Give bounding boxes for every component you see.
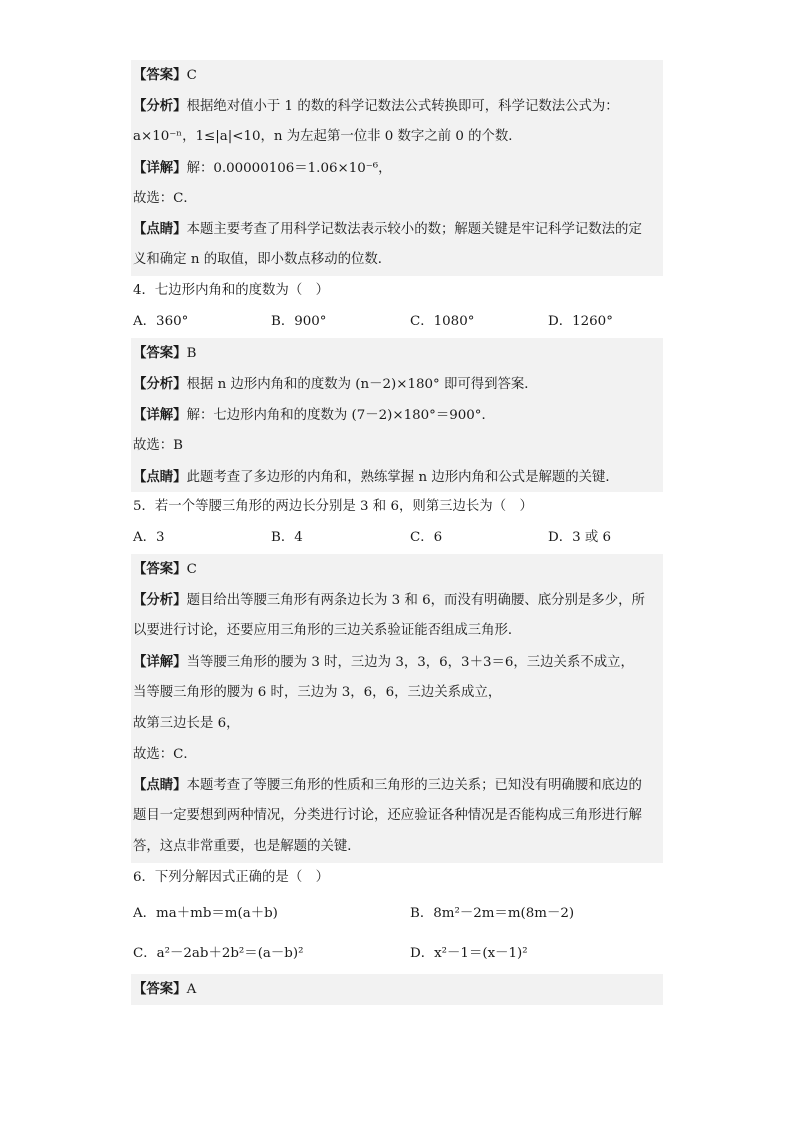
- q6-option-d: D．x²－1＝(x－1)²: [410, 946, 528, 962]
- q6-option-b: B．8m²－2m＝m(8m－2): [410, 906, 575, 922]
- q4-option-a: A．360°: [133, 314, 189, 330]
- section-tag: 【分析】: [133, 592, 187, 609]
- q4-comment: 【点睛】此题考查了多边形的内角和，熟练掌握 n 边形内角和公式是解题的关键．: [131, 462, 663, 493]
- q4-options: [131, 307, 663, 338]
- q5-analysis-line-2: 以要进行讨论，还要应用三角形的三边关系验证能否组成三角形．: [131, 616, 663, 647]
- section-tag: 【详解】: [133, 159, 187, 176]
- q3-choice: 故选：C．: [131, 184, 663, 215]
- section-tag: 【答案】: [133, 981, 187, 998]
- section-tag: 【答案】: [133, 345, 187, 362]
- q6-options-row-1: [131, 894, 663, 934]
- q3-analysis-line-2: a×10⁻ⁿ，1≤|a|<10，n 为左起第一位非 0 数字之前 0 的个数．: [131, 122, 663, 153]
- q4-answer: 【答案】B: [131, 338, 663, 369]
- q4-choice: 故选：B: [131, 431, 663, 462]
- q4-option-d: D．1260°: [548, 314, 613, 330]
- q3-analysis-line-1: 【分析】根据绝对值小于 1 的数的科学记数法公式转换即可，科学记数法公式为：: [131, 91, 663, 122]
- q4-option-b: B．900°: [271, 314, 327, 330]
- section-tag: 【点睛】: [133, 777, 187, 794]
- document-page: [131, 60, 663, 1005]
- q3-comment-line-1: 【点睛】本题主要考查了用科学记数法表示较小的数；解题关键是牢记科学记数法的定: [131, 214, 663, 245]
- q5-option-c: C．6: [410, 530, 443, 546]
- q5-comment-line-1: 【点睛】本题考查了等腰三角形的性质和三角形的三边关系；已知没有明确腰和底边的: [131, 770, 663, 801]
- q6-option-a: A．ma＋mb＝m(a＋b): [133, 906, 278, 922]
- section-tag: 【点睛】: [133, 468, 187, 485]
- q5-comment-line-2: 题目一定要想到两种情况，分类进行讨论，还应验证各种情况是否能构成三角形进行解: [131, 801, 663, 832]
- q5-answer: 【答案】C: [131, 554, 663, 585]
- q4-option-c: C．1080°: [410, 314, 475, 330]
- q6-answer: 【答案】A: [131, 974, 663, 1005]
- q5-stem: 5．若一个等腰三角形的两边长分别是 3 和 6，则第三边长为（ ）: [131, 492, 663, 523]
- section-tag: 【点睛】: [133, 221, 187, 238]
- q4-analysis: 【分析】根据 n 边形内角和的度数为 (n－2)×180° 即可得到答案．: [131, 369, 663, 400]
- q5-options: [131, 523, 663, 554]
- q6-options-row-2: [131, 934, 663, 974]
- section-tag: 【答案】: [133, 561, 187, 578]
- q5-detail-line-3: 故第三边长是 6，: [131, 709, 663, 740]
- q5-option-b: B．4: [271, 530, 303, 546]
- section-tag: 【分析】: [133, 97, 187, 114]
- q4-stem: 4．七边形内角和的度数为（ ）: [131, 276, 663, 307]
- q5-detail-line-1: 【详解】当等腰三角形的腰为 3 时，三边为 3，3，6，3＋3＝6，三边关系不成立，: [131, 647, 663, 678]
- section-tag: 【答案】: [133, 67, 187, 83]
- section-tag: 【详解】: [133, 406, 187, 423]
- q4-detail: 【详解】解：七边形内角和的度数为 (7－2)×180°＝900°．: [131, 400, 663, 431]
- q6-stem: 6．下列分解因式正确的是（ ）: [131, 863, 663, 894]
- q5-option-d: D．3 或 6: [548, 530, 612, 546]
- q5-analysis-line-1: 【分析】题目给出等腰三角形有两条边长为 3 和 6，而没有明确腰、底分别是多少，所: [131, 585, 663, 616]
- q3-answer: 【答案】C: [131, 60, 663, 91]
- q5-detail-line-2: 当等腰三角形的腰为 6 时，三边为 3，6，6，三边关系成立，: [131, 678, 663, 709]
- q5-choice: 故选：C．: [131, 740, 663, 771]
- q3-detail: 【详解】解：0.00000106＝1.06×10⁻⁶，: [131, 153, 663, 184]
- q6-option-c: C．a²－2ab＋2b²＝(a－b)²: [133, 946, 304, 962]
- section-tag: 【分析】: [133, 375, 187, 392]
- section-tag: 【详解】: [133, 653, 187, 670]
- q5-option-a: A．3: [133, 530, 165, 546]
- q3-comment-line-2: 义和确定 n 的取值，即小数点移动的位数．: [131, 245, 663, 276]
- q5-comment-line-3: 答，这点非常重要，也是解题的关键．: [131, 832, 663, 863]
